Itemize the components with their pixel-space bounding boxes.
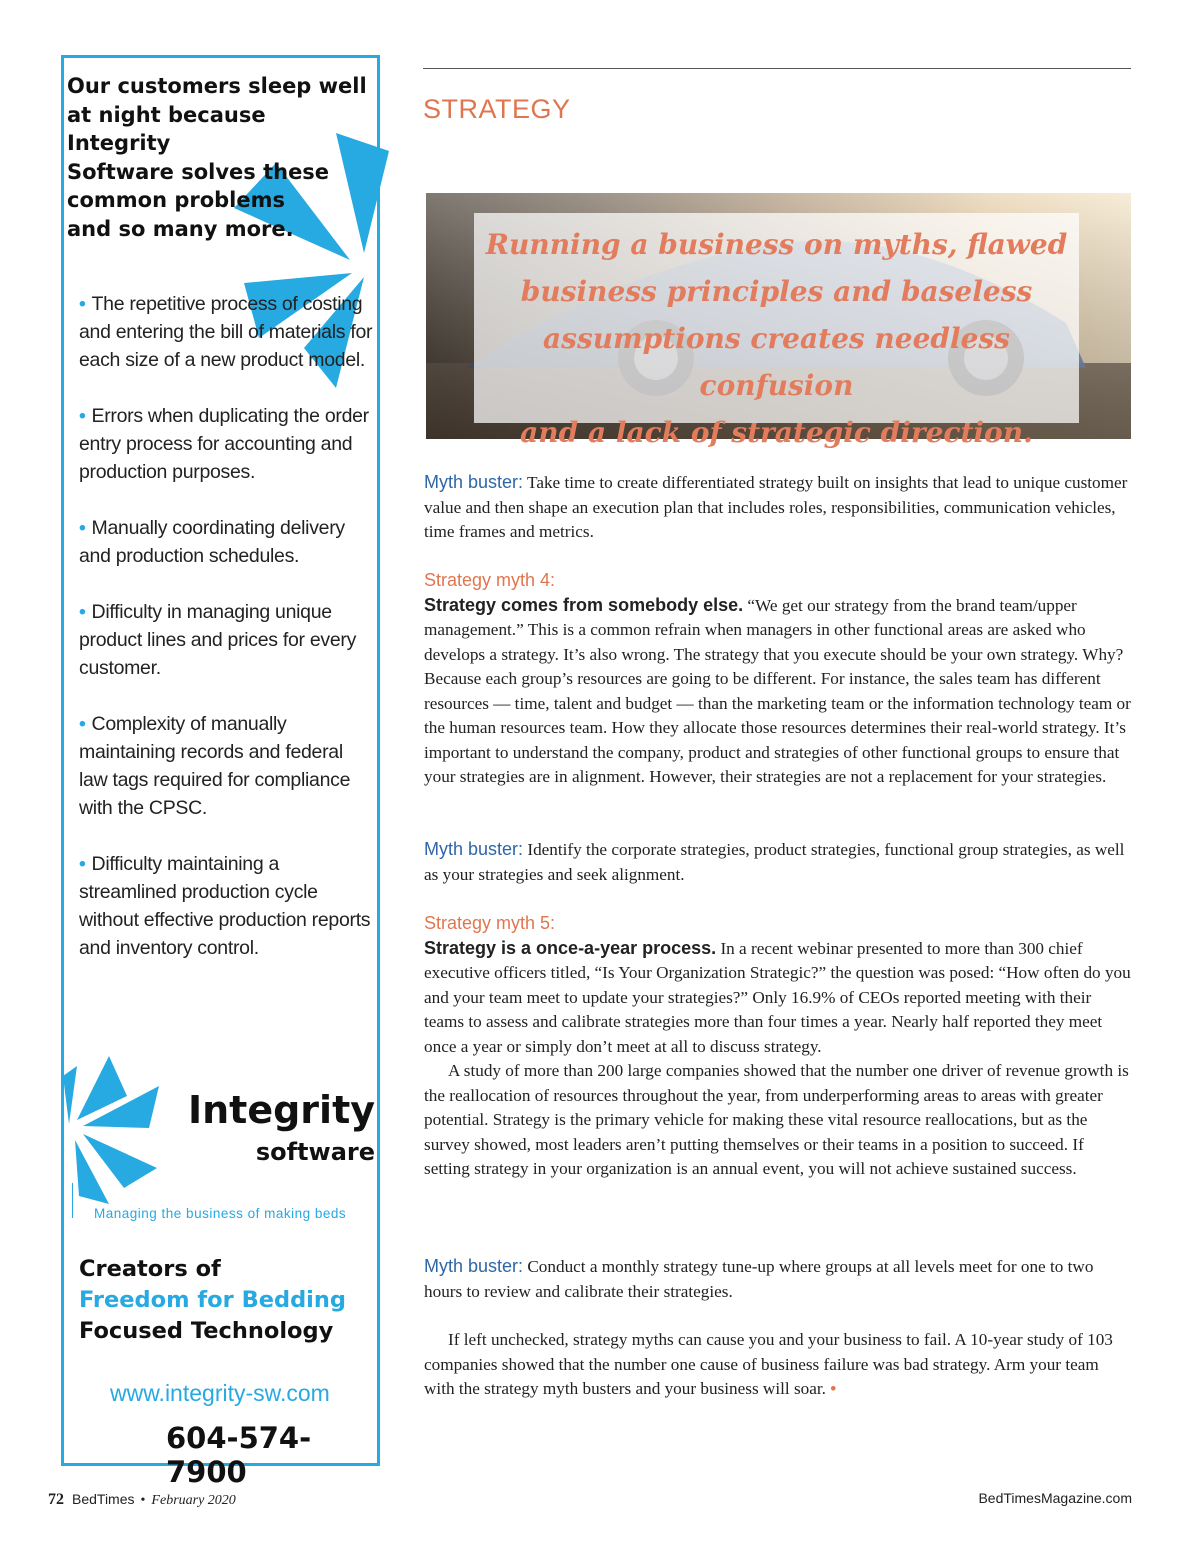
myth-heading: Strategy myth 5: — [424, 913, 556, 933]
end-mark-icon: • — [830, 1379, 837, 1398]
section-myth-5: Strategy myth 5: Strategy is a once-a-year process. In a recent webinar presented to more than 300 chief executive officers titled, “Is Your Organization Strategic?” the question was posed: “How often do you and your team meet to update your strategies?” Only 16.9% of CEOs reported meeting with their teams to assess and calibrate strategies more than four times a year. Nearly half reported they meet once a year or simply don’t meet at all to discuss strategy. A study of more than 200 large companies showed that the number one driver of revenue growth is the reallocation of resources throughout the year, from underperforming areas to areas with greater potential. Strategy is the primary vehicle for making these vital resource reallocations, but as the survey showed, most leaders aren’t putting themselves or their teams in a position to succeed. If setting strategy in your organization is an annual event, you will not achieve sustained success. — [424, 911, 1131, 1182]
list-item: • Difficulty in managing unique product lines and prices for every customer. — [79, 601, 357, 679]
bullet-icon: • — [79, 517, 86, 539]
list-item: • The repetitive process of costing and entering the bill of materials for each size of a new product model. — [79, 293, 373, 371]
top-divider — [423, 68, 1131, 69]
list-item: • Manually coordinating delivery and production schedules. — [79, 517, 345, 567]
creators-line-1: Creators of — [79, 1256, 221, 1282]
issue-date: February 2020 — [151, 1493, 236, 1508]
myth-buster-label: Myth buster: — [424, 839, 524, 859]
page-number: 72 — [48, 1491, 64, 1508]
list-item: • Errors when duplicating the order entry process for accounting and production purposes. — [79, 405, 369, 483]
creators-line-2: Freedom for Bedding — [79, 1287, 347, 1313]
paragraph-myth-buster-1: Myth buster: Take time to create differentiated strategy built on insights that lead to unique customer value and then shape an execution plan that includes roles, responsibilities, communication vehicles, time frames and metrics. — [424, 472, 1128, 541]
footer-separator: • — [140, 1493, 146, 1508]
paragraph-myth-buster-2: Myth buster: Identify the corporate strategies, product strategies, functional group strategies, as well as your strategies and seek alignment. — [424, 839, 1125, 884]
magazine-name: BedTimes — [72, 1491, 135, 1507]
problem-list — [79, 290, 374, 990]
list-item: • Difficulty maintaining a streamlined production cycle without effective production reports and inventory control. — [79, 853, 371, 959]
creators-line-3: Focused Technology — [79, 1318, 334, 1344]
myth-5-paragraph-2: A study of more than 200 large companies showed that the number one driver of revenue growth is the reallocation of resources throughout the year, from underperforming areas to areas with greater potential. Strategy is the primary vehicle for making these vital resource reallocations, but as the survey showed, most leaders aren’t putting themselves or their teams in a position to succeed. If setting strategy in your organization is an annual event, you will not achieve sustained success. — [424, 1061, 1129, 1178]
bullet-icon: • — [79, 713, 86, 735]
myth-buster-label: Myth buster: — [424, 472, 524, 492]
myth-lead-in: Strategy is a once-a-year process. — [424, 937, 717, 958]
pull-quote: Running a business on myths, flawed business principles and baseless assumptions creates needless confusion and a lack of strategic direction. — [474, 213, 1079, 423]
myth-buster-label: Myth buster: — [424, 1256, 524, 1276]
bullet-icon: • — [79, 601, 86, 623]
closing-paragraph: If left unchecked, strategy myths can cause you and your business to fail. A 10-year study of 103 companies showed that the number one cause of business failure was bad strategy. Arm your team with the strategy myth busters and your business will soar. • — [424, 1330, 1113, 1398]
section-title: STRATEGY — [423, 94, 571, 124]
myth-lead-in: Strategy comes from somebody else. — [424, 594, 744, 615]
section-myth-4: Strategy myth 4: Strategy comes from somebody else. “We get our strategy from the brand team/upper management.” This is a common refrain when managers in other functional areas are asked who develops a strategy. It’s also wrong. The strategy that you execute should be your own strategy. Why? Because each group’s resources are going to be different. For instance, the sales team has different resources — time, talent and budget — than the marketing team or the information technology team or the human resources team. How they allocate those resources determines their real-world strategy. It’s important to understand the company, product and strategies of other functional groups to ensure that your strategies are in alignment. However, their strategies are not a replacement for your strategies. — [424, 570, 1131, 786]
brand-sub: software — [255, 1138, 375, 1166]
bullet-icon: • — [79, 405, 86, 427]
myth-heading: Strategy myth 4: — [424, 570, 556, 590]
brand-name: Integrity — [187, 1088, 375, 1132]
ad-headline: Our customers sleep well at night because Integrity Software solves these common problems and so many more. — [67, 74, 367, 241]
paragraph-myth-buster-3: Myth buster: Conduct a monthly strategy tune-up where groups at all levels meet for one to two hours to review and calibrate their strategies. — [424, 1256, 1094, 1301]
magazine-website[interactable]: BedTimesMagazine.com — [978, 1490, 1132, 1506]
bullet-icon: • — [79, 293, 86, 315]
ad-tagline: Managing the business of making beds — [94, 1206, 347, 1221]
hero-image — [426, 193, 1131, 449]
ad-phone: 604-574-7900 — [166, 1421, 312, 1489]
bullet-icon: • — [79, 853, 86, 875]
page-footer — [48, 1491, 236, 1509]
creators-statement — [79, 1254, 346, 1347]
ad-website-link[interactable]: www.integrity-sw.com — [110, 1380, 330, 1406]
list-item: • Complexity of manually maintaining records and federal law tags required for compliance with the CPSC. — [79, 713, 351, 819]
integrity-software-ad — [61, 55, 380, 1489]
